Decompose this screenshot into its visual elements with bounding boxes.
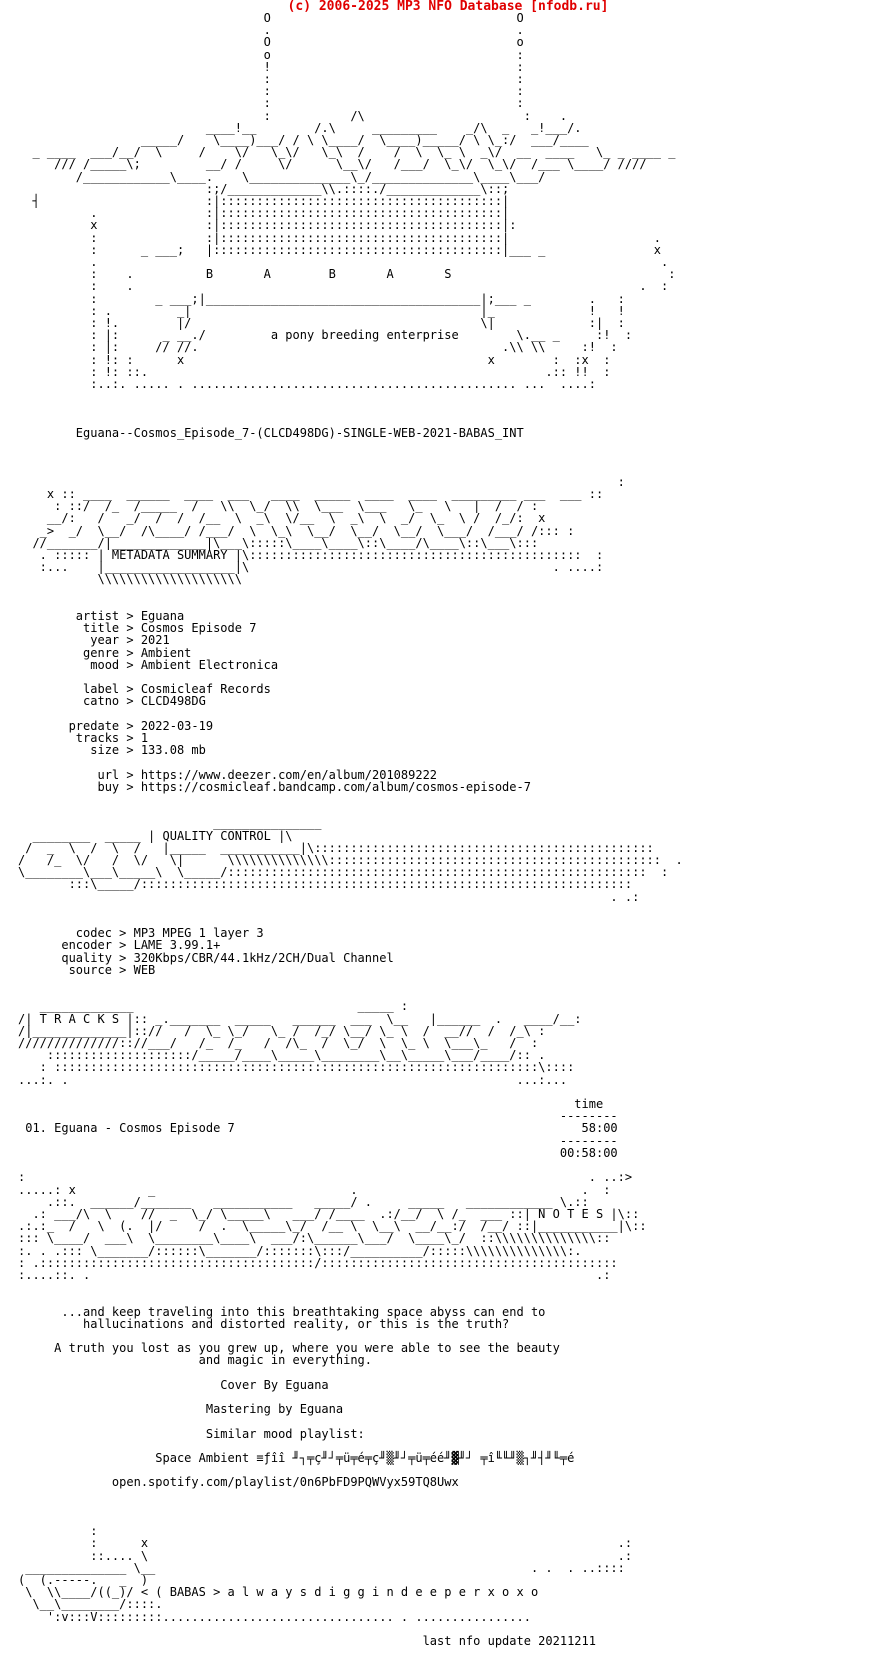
nfo-text: O O . . O o o : ! : : : : : : : : /\ : . ____!__ /.\ _________ _/\ _ _!___/. _____/ \____)___/ / \ \____/ \____)_____/ \ \_:/ ___/____ _ ____ ___/__/ \ / \/ \_\/ \_\ / / \ \_ \ _\/ __ ____ \_ _ ____ _ /// /_____\; __/ / \/ \__\/ /___/ \_\/ \_\/ /___ \____/ //// /____________\____. \______________\_/______________\____\___/ :;/_____________\\.::::./_____________\::; ┤ :|:::::::::::::::::::::::::::::::::::::::| . :|:::::::::::::::::::::::::::::::::::::::| x :|:::::::::::::::::::::::::::::::::::::::|: : :|:::::::::::::::::::::::::::::::::::::::| . : _ ___; |::::::::::::::::::::::::::::::::::::::::|___ _ x . . : . B A B A S : : . . : : _ ___;|______________________________________|;___ _ . : : . _| |_ ! ! : !. |/ \| :| : : |: _ __./ a pony breeding enterprise \.__ _ :! : : |: // //. .\\ \\ :! : : !: : x x : :x : : !: ::. .:: !! : :..:. ..... . ............................................. ... ....: Eguana--Cosmos_Episode_7-(CLCD498DG)-SINGLE-WEB-2021-BABAS_INT : x :: ____ ______ ____ ___ ____ _____ ____ ____ _________ ___ ___ :: : ::/ /_ /_____ / \\ \_/ \\ \___ \___ \_ \ | / / : __/: / _/ / / /__ \ _\ \/__ \ _\ \ _/ \_ \ / /_/: x _> _/ \__/ /\____/ /___/ \ \_\ \__/ \__/ \__/ \___/ /___/ /::: : //_______/|_____________|\___\:::::\____\____\::\____/\____\::\___\::: . ::::: | METADATA SUMMARY |\:::::::::::::::::::::::::::::::::::::::::::::: : :... |__________________|\ . ....: \\\\\\\\\\\\\\\\\\\\ artist > Eguana title > Cosmos Episode 7 year > 2021 genre > Ambient mood > Ambient Electronica label > Cosmicleaf Records catno > CLCD498DG predate > 2022-03-19 tracks > 1 size > 133.08 mb url > https://www.deezer.com/en/album/201089222 buy > https://cosmicleaf.bandcamp.com/album/cosmos-episode-7 _______________ ________ _____ | QUALITY CONTROL |\ / _ \ / \ / |_____ ___________|\::::::::::::::::::::::::::::::::::::::::::::::: / /_ \/ / \/ \| \\\\\\\\\\\\\\:::::::::::::::::::::::::::::::::::::::::::::: . \________\___\_____\ \_____/:::::::::::::::::::::::::::::::::::::::::::::::::::::::::: : :::\_____/:::::::::::::::::::::::::::::::::::::::::::::::::::::::::::::::::::: . .: codec > MP3 MPEG 1 layer 3 encoder > LAME 3.99.1+ quality > 320Kbps/CBR/44.1kHz/2CH/Dual Channel source > WEB _____________ _____ : /| T R A C K S |:: _._______ _____ ______ ___ \__ |______ . ____/__: /|_____________|::// / \_ \_/ \_ / /_/ \__/ \_ \ / __// / /_\ : //////////////:://___/ /_ /_ / /\_ / \_/ \ \_ \ \___\_ / : ::::::::::::::::::::/_____/____\_____\________\__\_____\___/____/:: . : :::::::::::::::::::::::::::::::::::::::::::::::::::::::::::::::::::\:::: ...:. . ...:... time -------- 01. Eguana - Cosmos Episode 7 58:00 -------- 00:58:00 : . ..:> .....: x _ . . : .::. ______/_______ ___________ _____/ . _____ ____________ \.:: .: ___/\ \ // _ \_/ \_____\ ___/ /____ .:/__/ \ /_ ___ ::| N O T E S |\:: .:.:_ / \ (. |/ / . \_____\_/ /__ \ \__\ __/__:/ /__/ ::|___________|\:: ::: \____/ ___\ \________\____\ ___/:\______\___/ \____\_/ ::\\\\\\\\\\\\\\:: :. . .::: \_______/::::::\_______/:::::::\:::/__________/:::::\\\\\\\\\\\\\\:. : .::::::::::::::::::::::::::::::::::::::/::::::::::::::::::::::::::::::::::::::::: :....::. . .: ...and keep traveling into this breathtaking space abyss can end to hallucinations and distorted reality, or this is the truth? A truth you lost as you grew up, where you were able to see the beauty and magic in everything. Cover By Eguana Mastering by Eguana Similar mood playlist: Space Ambient ≡ƒîî ╜┐╤ç╜┘╤ü╤é╤ç╜▒╜┘╤ü╤éé╜▓╜┘ ╤î╙╙╜▒┐╜┤╜╙╤é open.spotify.com/playlist/0n6PbFD9PQWVyx59TQ8Uwx : : x .: ::.... \ .: ______________ \__ . . . ..:::: ( (.-----. _ ) \ \\____/((_)/ < ( BABAS > a l w a y s d i g g i n d e e p e r x o x o \__\________/::::. ':v:::V:::::::::................................ . ................ last nfo update 20211211	[18, 11, 683, 1649]
copyright-header: (c) 2006-2025 MP3 NFO Database [nfodb.ru]	[287, 0, 609, 14]
